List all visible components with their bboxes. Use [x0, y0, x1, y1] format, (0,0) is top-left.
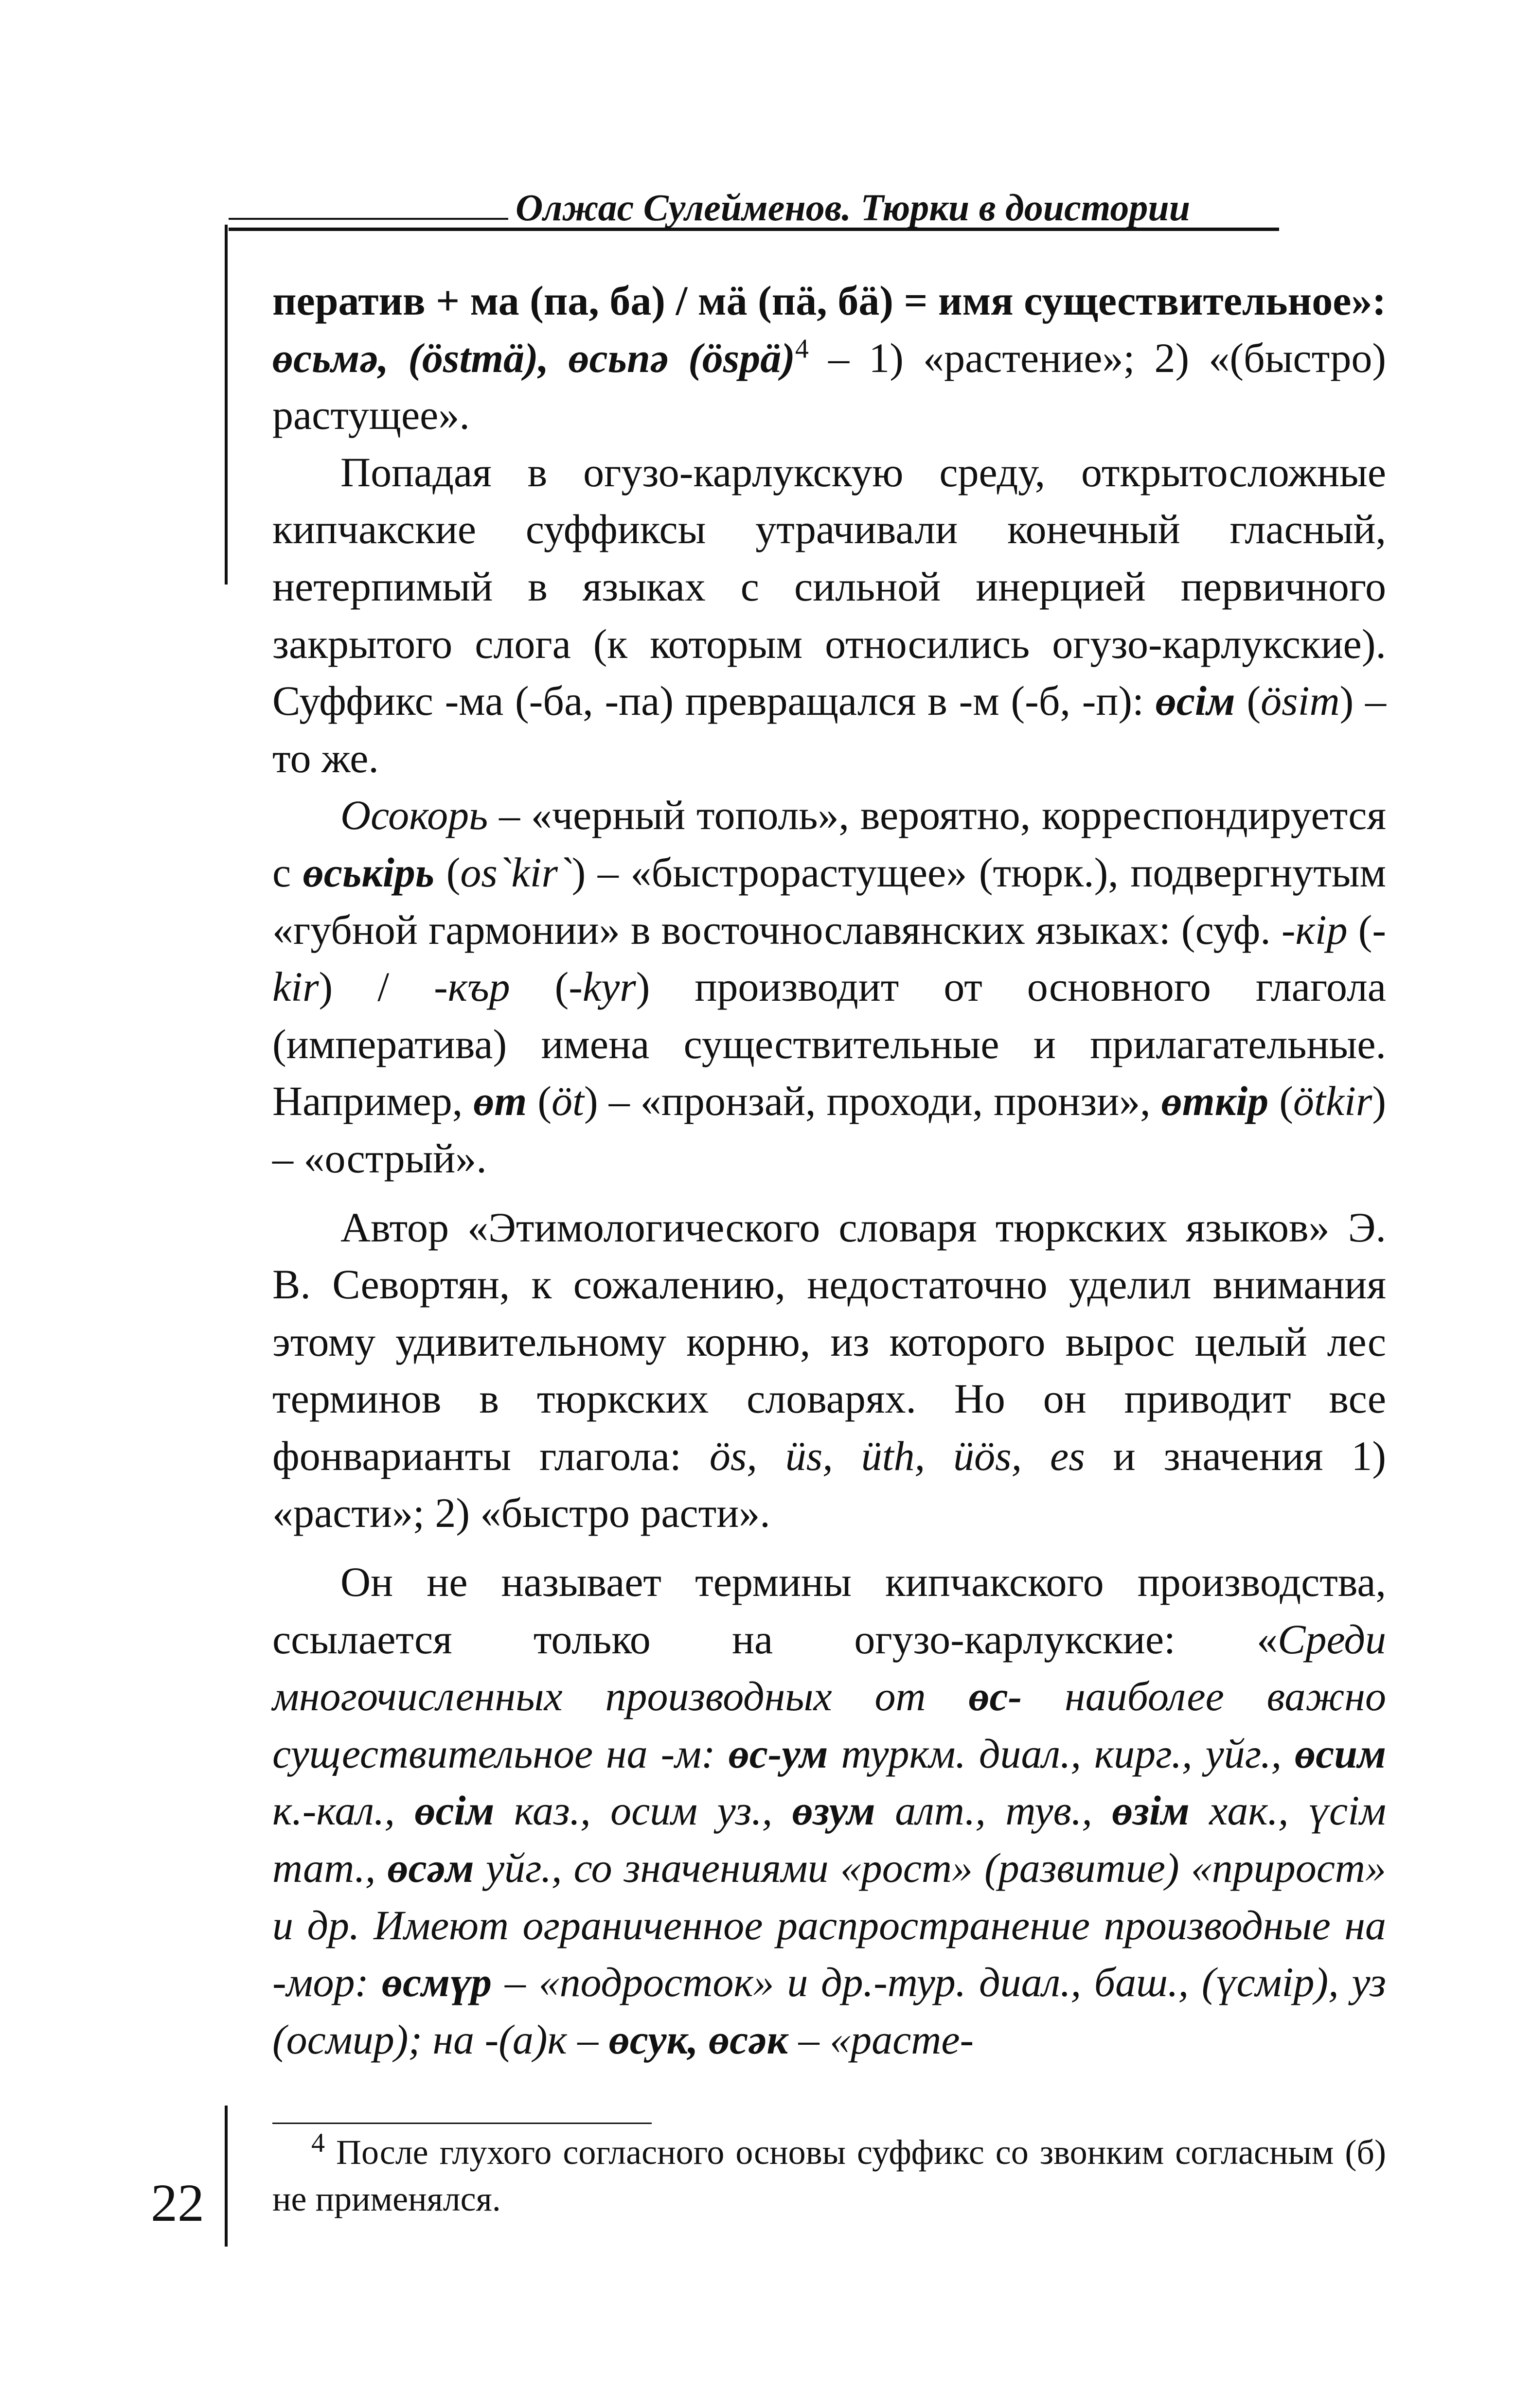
text-run: ( — [510, 963, 569, 1010]
footnote-rule — [272, 2123, 652, 2124]
transliteration: os`kir` — [460, 849, 572, 896]
text-run: ) – то же. — [272, 677, 1386, 781]
term: Осокорь — [340, 792, 488, 839]
footnote — [272, 2129, 1386, 2222]
term: өзім — [1112, 1787, 1190, 1834]
variants: ös, üs, üth, üös, es — [709, 1432, 1085, 1479]
quote-run: к.-кал., — [272, 1787, 415, 1834]
footnote-ref: 4 — [795, 333, 809, 364]
text-run: – 1) «растение»; 2) «(быстро) растущее». — [272, 334, 1386, 439]
text-run: Он не называет термины кипчакского производства, ссылается только на огузо-карлукские: « — [272, 1558, 1386, 1663]
quote-run: уйг., со значениями «рост» (развитие) «прирост» и др. Имеют ограниченное распространение производные на -мор: — [272, 1844, 1387, 2006]
term: өсмүр — [381, 1959, 492, 2006]
paragraph-3 — [272, 787, 1386, 1187]
text-run: ператив + ма (па, ба) / мӓ (пӓ, бӓ) = имя существительное»: — [272, 277, 1386, 324]
term: өткір — [1161, 1078, 1269, 1125]
transliteration: ötkir — [1293, 1078, 1372, 1125]
paragraph-5 — [272, 1554, 1386, 2068]
transliteration: -kyr — [569, 963, 636, 1010]
text-run: ( — [1347, 906, 1372, 953]
text-run: Автор «Этимологического словаря тюркских языков» Э. В. Севортян, к сожалению, недостаточно уделил внимания этому удивительному корню, из которого вырос целый лес терминов в тюркских словарях. Но он приводит все фонварианты глагола: — [272, 1204, 1386, 1479]
term: өсім — [414, 1787, 495, 1834]
transliteration: öt — [552, 1078, 584, 1125]
term: өсук, өсәк — [608, 2016, 788, 2063]
side-rule-top — [225, 225, 228, 584]
quote-run: туркм. диал., кирг., уйг., — [828, 1730, 1295, 1777]
suffix: -кър — [434, 963, 510, 1010]
term: өзум — [792, 1787, 875, 1834]
paragraph-4 — [272, 1199, 1386, 1542]
quote-run: каз., осим уз., — [494, 1787, 792, 1834]
term: өт — [473, 1078, 527, 1125]
term: өсьмә, (östmä), өсьпә (öspä) — [272, 334, 795, 381]
page-number: 22 — [151, 2173, 204, 2232]
text-run: ) – «быстрорастущее» (тюрк.), подвергнутым «губной гармонии» в восточнославянских языках: (суф. — [272, 849, 1386, 953]
text-run: ) производит от основного глагола (императива) имена существительные и прилагательные. Например, — [272, 963, 1386, 1125]
term: өсим — [1295, 1730, 1386, 1777]
text-run: ) – «острый». — [272, 1078, 1386, 1182]
text-run: ) – «пронзай, проходи, пронзи», — [584, 1078, 1161, 1125]
paragraph-2 — [272, 444, 1386, 787]
text-run: и значения 1) «расти»; 2) «быстро расти». — [272, 1432, 1386, 1537]
quote-run: алт., тув., — [875, 1787, 1112, 1834]
suffix: -кір — [1281, 906, 1348, 953]
term: өськірь — [303, 849, 435, 896]
quote-run: – «расте- — [788, 2016, 974, 2063]
term: өс-ум — [728, 1730, 828, 1777]
text-run: ( — [1268, 1078, 1293, 1125]
quote-run: Среди многочисленных производных от — [272, 1615, 1386, 1720]
transliteration: -kir — [272, 906, 1387, 1010]
term: өсәм — [387, 1844, 474, 1892]
main-text — [272, 272, 1386, 2068]
text-run: ( — [1235, 677, 1261, 725]
footnote-marker: 4 — [311, 2128, 325, 2158]
text-run: – «черный тополь», вероятно, корреспондируется с — [272, 792, 1386, 896]
paragraph-1 — [272, 272, 1386, 444]
text-run: ( — [434, 849, 461, 896]
side-rule-bottom — [225, 2106, 228, 2247]
quote-run: – «подросток» и др.-тур. диал., баш., (үсмір), уз (осмир); на -(а)к – — [272, 1959, 1386, 2063]
quote-run: наиболее важно существительное на -м: — [272, 1673, 1386, 1777]
header-rule-short — [229, 218, 508, 220]
transliteration: ösim — [1261, 677, 1340, 725]
text-run: ( — [527, 1078, 552, 1125]
running-title: Олжас Сулейменов. Тюрки в доистории — [516, 186, 1191, 229]
footnote-text: После глухого согласного основы суффикс со звонким согласным (б) не применялся. — [272, 2133, 1386, 2218]
quote-run: хак., үсім тат., — [272, 1787, 1387, 1892]
text-run: Попадая в огузо-карлукскую среду, открытосложные кипчакские суффиксы утрачивали конечный гласный, нетерпимый в языках с сильной инерцией первичного закрытого слога (к которым относились огузо-карлукские). Суффикс -ма (-ба, -па) превращался в -м (-б, -п): — [272, 448, 1386, 725]
term: өс- — [968, 1673, 1022, 1720]
text-run: ) / — [319, 963, 434, 1010]
term: өсім — [1155, 677, 1235, 725]
